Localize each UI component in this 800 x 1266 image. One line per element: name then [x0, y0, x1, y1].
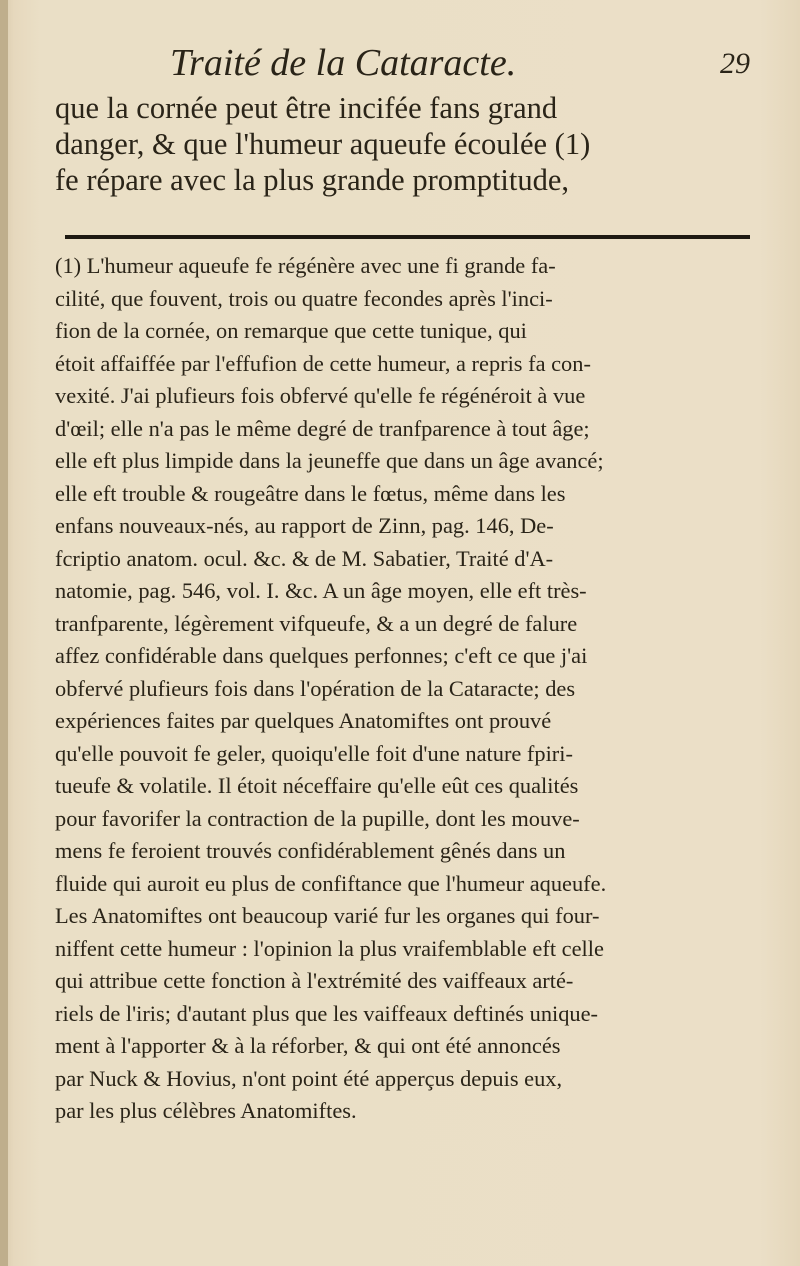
- footnote-line: riels de l'iris; d'autant plus que les vaiffeaux deftinés unique-: [55, 1000, 599, 1026]
- footnote-line: Les Anatomiftes ont beaucoup varié fur les organes qui four-: [55, 903, 600, 928]
- footnote: [55, 250, 775, 1128]
- footnote-line: natomie, pag. 546, vol. I. &c. A un âge moyen, elle eft très-: [55, 578, 587, 603]
- footnote-line: elle eft trouble & rougeâtre dans le fœtus, même dans les: [55, 480, 566, 506]
- footnote-line: affez confidérable dans quelques perfonnes; c'eft ce que j'ai: [55, 643, 588, 668]
- footnote-line: qu'elle pouvoit fe geler, quoiqu'elle foit d'une nature fpiri-: [55, 740, 573, 766]
- footnote-line: par les plus célèbres Anatomiftes.: [55, 1098, 357, 1123]
- footnote-line: fcriptio anatom. ocul. &c. & de M. Sabatier, Traité d'A-: [55, 545, 554, 571]
- footnote-line: ment à l'apporter & à la réforber, & qui ont été annoncés: [55, 1033, 561, 1058]
- footnote-separator-rule: [65, 235, 750, 239]
- footnote-line: enfans nouveaux-nés, au rapport de Zinn, pag. 146, De-: [55, 513, 554, 538]
- footnote-line: vexité. J'ai plufieurs fois obfervé qu'elle fe régénéroit à vue: [55, 383, 586, 408]
- running-head: Traité de la Cataracte.: [170, 42, 517, 84]
- footnote-line: tranfparente, légèrement vifqueufe, & a un degré de falure: [55, 610, 578, 636]
- footnote-line: par Nuck & Hovius, n'ont point été apperçus depuis eux,: [55, 1065, 563, 1091]
- footnote-line: qui attribue cette fonction à l'extrémité des vaiffeaux arté-: [55, 968, 574, 993]
- main-text: [55, 90, 775, 198]
- footnote-line: fion de la cornée, on remarque que cette tunique, qui: [55, 318, 527, 343]
- footnote-line: (1) L'humeur aqueufe fe régénère avec une fi grande fa-: [55, 253, 556, 278]
- footnote-line: fluide qui auroit eu plus de confiftance que l'humeur aqueufe.: [55, 870, 607, 896]
- footnote-line: cilité, que fouvent, trois ou quatre fecondes après l'inci-: [55, 285, 553, 311]
- footnote-line: étoit affaiffée par l'effufion de cette humeur, a repris fa con-: [55, 350, 591, 376]
- page-gutter: [0, 0, 8, 1266]
- footnote-line: obfervé plufieurs fois dans l'opération de la Cataracte; des: [55, 675, 576, 701]
- page-number: 29: [720, 47, 750, 80]
- footnote-line: tueufe & volatile. Il étoit néceffaire qu'elle eût ces qualités: [55, 773, 579, 798]
- main-text-line: que la cornée peut être incifée fans grand: [55, 91, 558, 125]
- footnote-line: pour favorifer la contraction de la pupille, dont les mouve-: [55, 805, 580, 831]
- footnote-line: d'œil; elle n'a pas le même degré de tranfparence à tout âge;: [55, 415, 590, 441]
- main-text-line: fe répare avec la plus grande promptitude,: [55, 163, 570, 197]
- footnote-line: niffent cette humeur : l'opinion la plus vraifemblable eft celle: [55, 935, 604, 961]
- footnote-line: mens fe feroient trouvés confidérablement gênés dans un: [55, 838, 566, 863]
- footnote-line: elle eft plus limpide dans la jeuneffe que dans un âge avancé;: [55, 448, 604, 473]
- footnote-line: expériences faites par quelques Anatomiftes ont prouvé: [55, 708, 552, 733]
- main-text-line: danger, & que l'humeur aqueufe écoulée (1): [55, 127, 591, 161]
